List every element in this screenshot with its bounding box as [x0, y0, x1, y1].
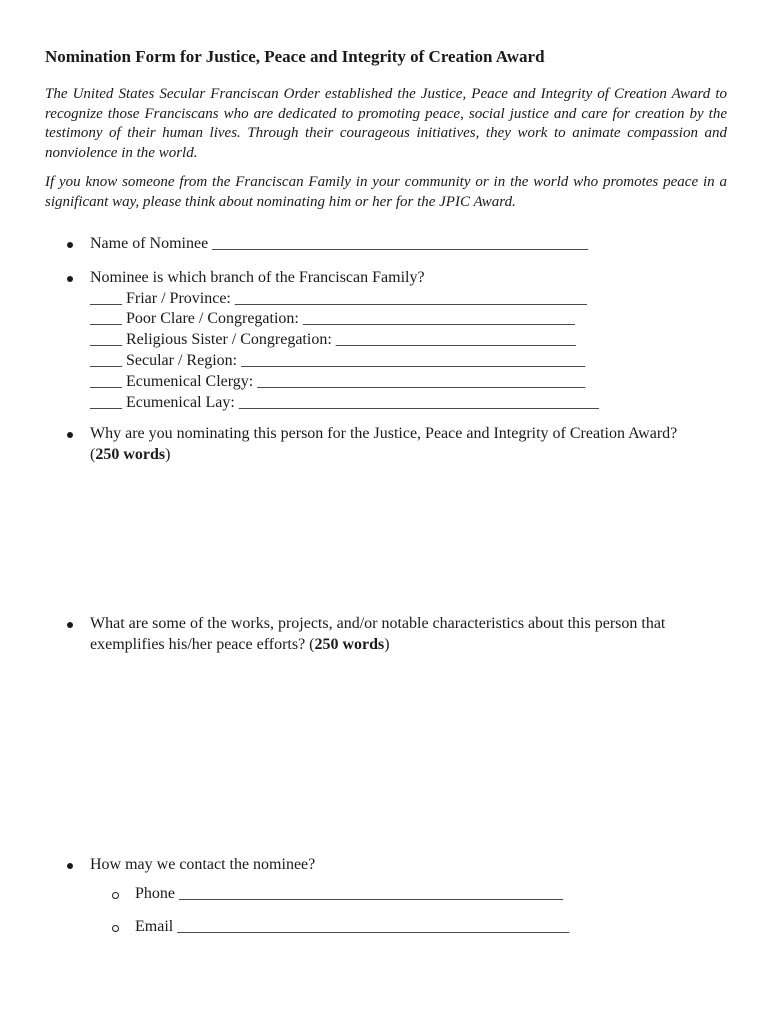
why-limit-open: (: [90, 446, 96, 464]
branch-option-ecumenical-clergy[interactable]: ____ Ecumenical Clergy: _________________________________________: [90, 372, 586, 390]
question-list: [45, 234, 727, 938]
contact-phone-item: [90, 884, 727, 905]
circle-bullet-icon: [112, 892, 119, 899]
works-limit-close: ): [384, 636, 390, 654]
bullet-icon: [67, 432, 73, 438]
branch-question: Nominee is which branch of the Franciscan Family?: [90, 268, 425, 286]
branch-option-friar[interactable]: ____ Friar / Province: ____________________________________________: [90, 289, 587, 307]
list-item-nominee-name: [45, 234, 727, 255]
list-item-contact: [45, 855, 727, 937]
branch-option-religious-sister[interactable]: ____ Religious Sister / Congregation: ______________________________: [90, 331, 576, 349]
nominee-name-field[interactable]: Name of Nominee _______________________________________________: [90, 235, 589, 252]
phone-field[interactable]: Phone ________________________________________________: [135, 885, 563, 903]
branch-option-poor-clare[interactable]: ____ Poor Clare / Congregation: __________________________________: [90, 310, 575, 328]
page-title: Nomination Form for Justice, Peace and Integrity of Creation Award: [45, 47, 545, 66]
bullet-icon: [67, 242, 73, 248]
works-question: What are some of the works, projects, and/or notable characteristics about this person that exemplifies his/her peace efforts? (: [90, 615, 666, 654]
intro-paragraph: The United States Secular Franciscan Order established the Justice, Peace and Integrity of Creation Award to recognize those Franciscans who are dedicated to promoting peace, social justice and care for creation by the testimony of their human lives. Through their courageous initiatives, they work to animate compassion and nonviolence in the world.: [45, 86, 727, 161]
bullet-icon: [67, 863, 73, 869]
contact-list: [90, 884, 727, 938]
contact-email-item: [90, 917, 727, 938]
contact-question: How may we contact the nominee?: [90, 856, 316, 874]
list-item-why: [45, 424, 727, 614]
why-word-limit: 250 words: [95, 446, 166, 464]
list-item-branch: [45, 268, 727, 414]
circle-bullet-icon: [112, 925, 119, 932]
why-limit-close: ): [165, 446, 171, 464]
works-word-limit: 250 words: [314, 636, 385, 654]
branch-option-secular[interactable]: ____ Secular / Region: ___________________________________________: [90, 351, 586, 369]
email-field[interactable]: Email _________________________________________________: [135, 917, 570, 935]
bullet-icon: [67, 276, 73, 282]
instruction-paragraph: If you know someone from the Franciscan Family in your community or in the world who promotes peace in a significant way, please think about nominating him or her for the JPIC Award.: [45, 174, 727, 210]
why-question: Why are you nominating this person for the Justice, Peace and Integrity of Creation Award?: [90, 425, 678, 443]
branch-option-ecumenical-lay[interactable]: ____ Ecumenical Lay: _____________________________________________: [90, 393, 599, 411]
form-page: [45, 46, 727, 950]
bullet-icon: [67, 622, 73, 628]
list-item-works: [45, 614, 727, 855]
